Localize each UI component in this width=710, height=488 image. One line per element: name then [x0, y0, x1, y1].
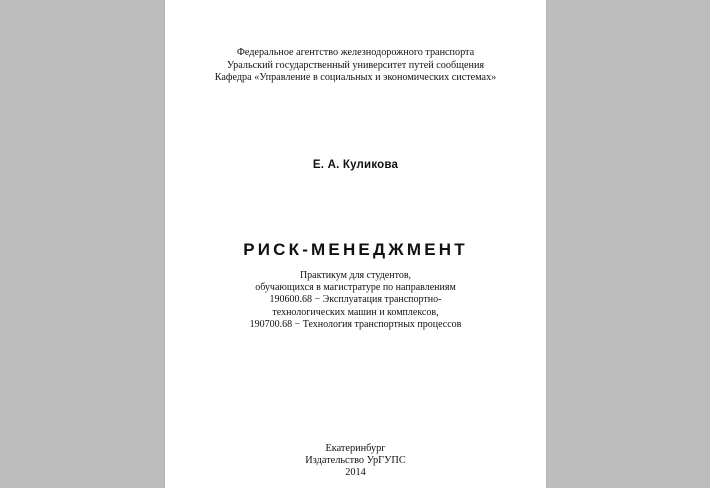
document-page	[165, 0, 546, 488]
organization-line-department: Кафедра «Управление в социальных и экономических системах»	[214, 72, 497, 83]
subtitle-line: технологических машин и комплексов,	[272, 306, 439, 318]
document-title: РИСК-МЕНЕДЖМЕНТ	[243, 240, 468, 259]
organization-block	[165, 47, 546, 85]
organization-line-university: Уральский государственный университет путей сообщения	[226, 59, 485, 71]
subtitle-line: Практикум для студентов,	[299, 270, 412, 281]
subtitle-line: 190600.68 − Эксплуатация транспортно-	[269, 294, 442, 306]
imprint-publisher: Издательство УрГУПС	[305, 454, 406, 466]
subtitle-line: 190700.68 − Технология транспортных процессов	[249, 318, 462, 330]
author-name: Е. А. Куликова	[312, 159, 399, 171]
subtitle-block	[165, 270, 546, 331]
subtitle-line: обучающихся в магистратуре по направлениям	[255, 282, 456, 294]
organization-line-agency: Федеральное агентство железнодорожного транспорта	[236, 47, 475, 58]
imprint-city: Екатеринбург	[325, 443, 386, 454]
imprint-year: 2014	[345, 466, 366, 478]
imprint-block	[165, 443, 546, 478]
